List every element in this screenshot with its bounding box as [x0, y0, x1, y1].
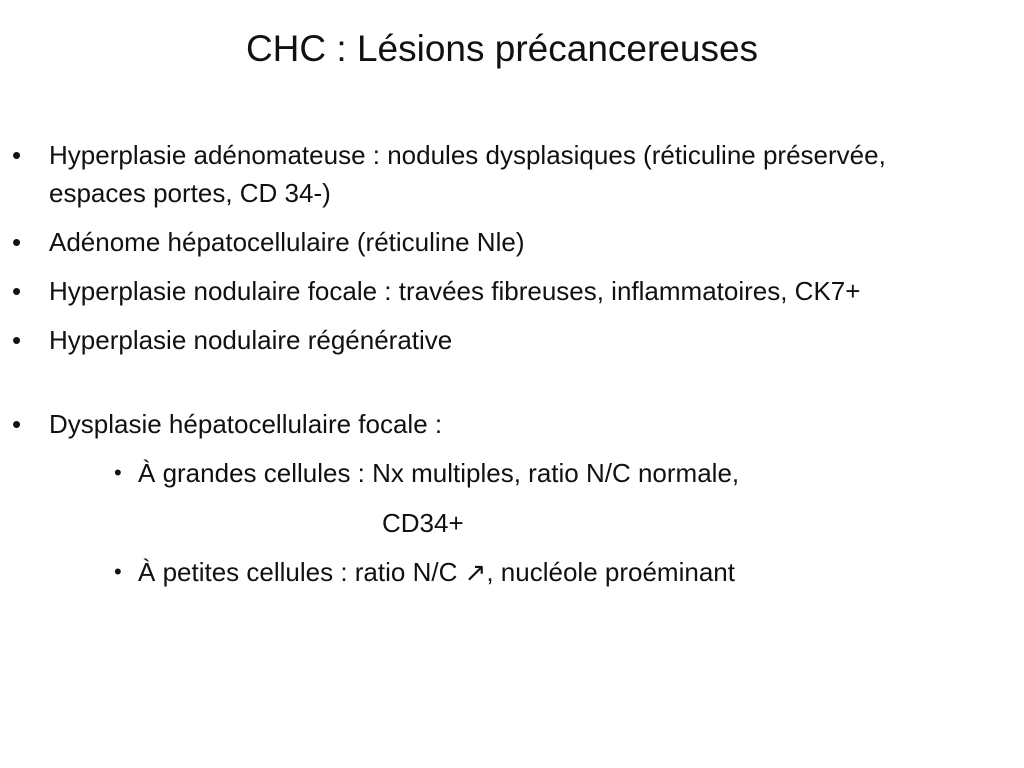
sub-bullet-marker: • [114, 460, 122, 485]
list-item [0, 272, 1024, 310]
bullet-marker: • [12, 276, 22, 306]
list-item [0, 223, 1024, 261]
bullet-text: Adénome hépatocellulaire (réticuline Nle) [49, 227, 525, 257]
list-item [0, 321, 1024, 359]
bullet-list [0, 136, 1024, 602]
sub-bullet-marker: • [114, 559, 122, 584]
bullet-text: Hyperplasie nodulaire focale : travées fibreuses, inflammatoires, CK7+ [49, 276, 861, 306]
bullet-marker: • [12, 140, 22, 170]
bullet-text: Hyperplasie adénomateuse : nodules dysplasiques (réticuline préservée, espaces portes, CD 34-) [49, 140, 886, 208]
bullet-marker: • [12, 409, 22, 439]
bullet-text: Dysplasie hépatocellulaire focale : [49, 409, 443, 439]
sub-bullet-text: À grandes cellules : Nx multiples, ratio N/C normale, [138, 458, 740, 488]
sub-list-item [0, 553, 1024, 591]
slide-title: CHC : Lésions précancereuses [245, 28, 759, 69]
list-item [0, 405, 1024, 443]
bullet-text: Hyperplasie nodulaire régénérative [49, 325, 453, 355]
bullet-marker: • [12, 325, 22, 355]
bullet-marker: • [12, 227, 22, 257]
sub-list-item [0, 454, 1024, 542]
sub-bullet-text: À petites cellules : ratio N/C ↗, nucléole proéminant [138, 557, 735, 587]
list-item [0, 136, 1024, 212]
sub-bullet-continuation: CD34+ [382, 508, 464, 538]
